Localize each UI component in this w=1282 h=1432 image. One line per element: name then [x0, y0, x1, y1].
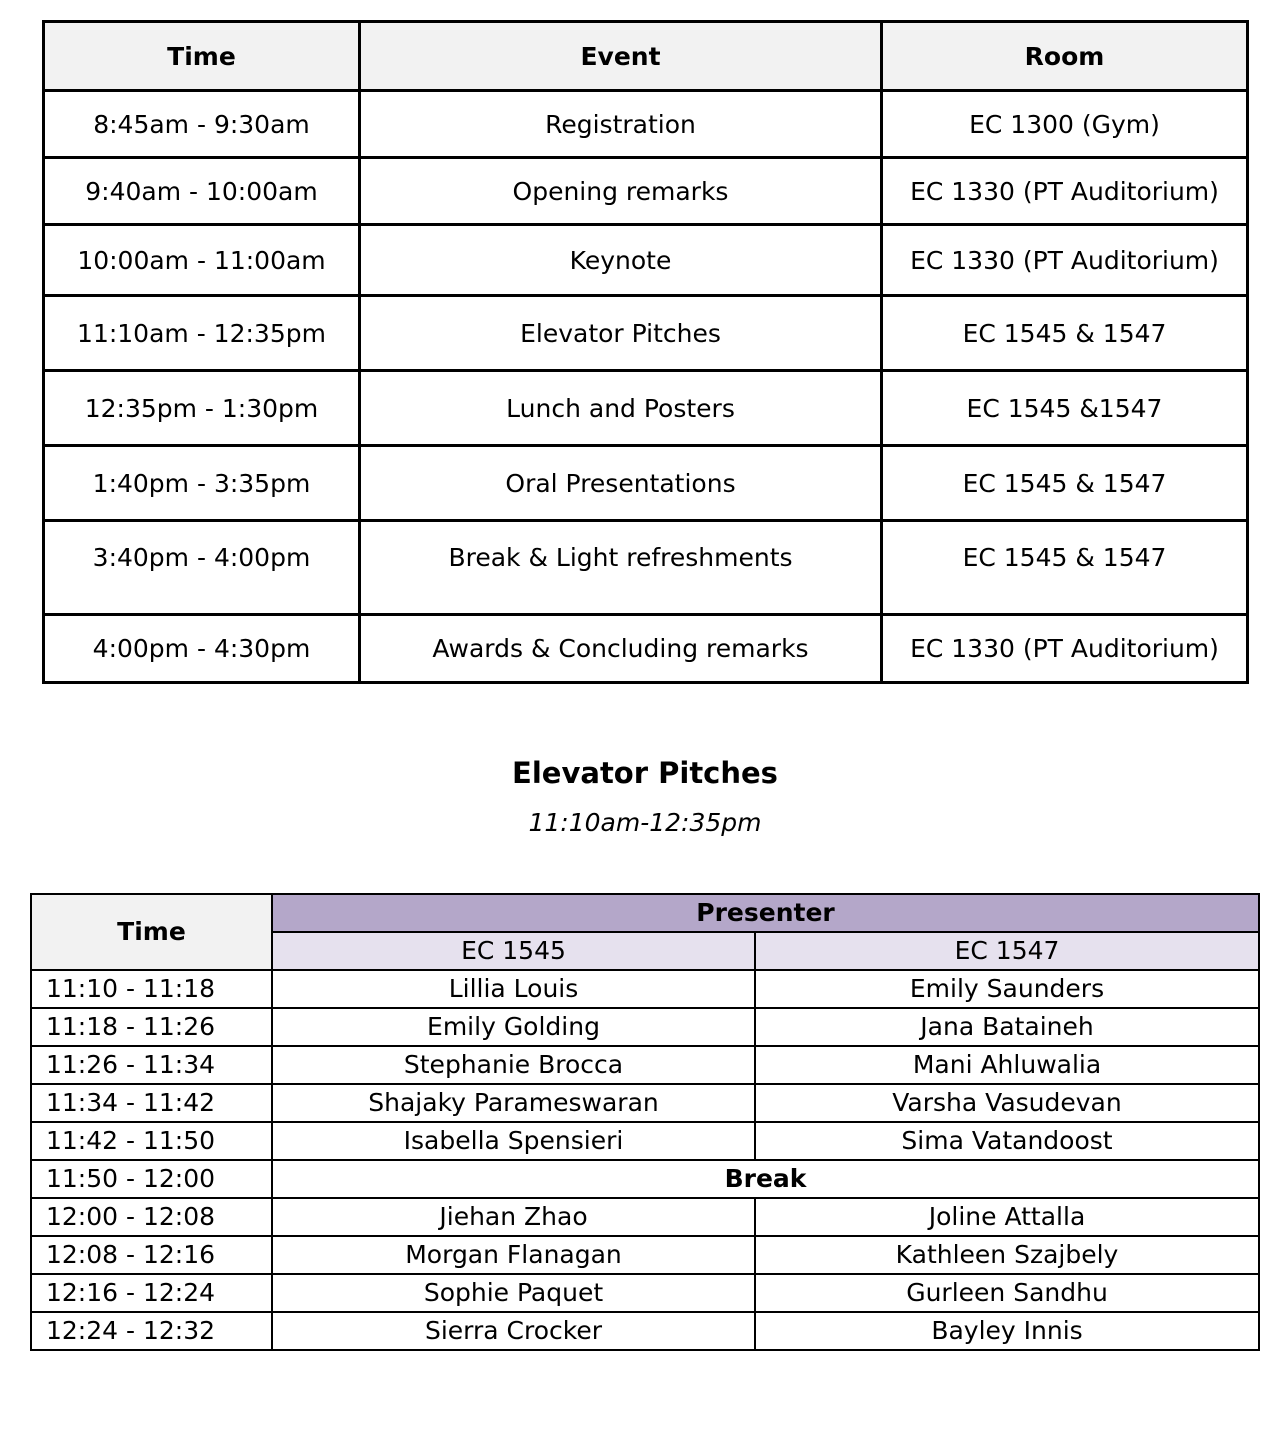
pitch-time-cell: 11:50 - 12:00 [31, 1160, 272, 1198]
pitch-presenter-b: Varsha Vasudevan [755, 1084, 1259, 1122]
schedule-event-cell: Registration [360, 91, 882, 158]
schedule-time-header: Time [44, 22, 360, 91]
pitch-presenter-a: Emily Golding [272, 1008, 755, 1046]
pitch-presenter-b: Gurleen Sandhu [755, 1274, 1259, 1312]
schedule-row [44, 91, 1248, 158]
pitch-presenter-a: Lillia Louis [272, 970, 755, 1008]
schedule-row [44, 296, 1248, 371]
pitch-presenter-b: Jana Bataineh [755, 1008, 1259, 1046]
schedule-time-cell: 8:45am - 9:30am [44, 91, 360, 158]
schedule-time-cell: 1:40pm - 3:35pm [44, 446, 360, 521]
pitch-presenter-a: Isabella Spensieri [272, 1122, 755, 1160]
pitch-break-cell: Break [272, 1160, 1259, 1198]
schedule-event-header: Event [360, 22, 882, 91]
pitch-time-cell: 12:00 - 12:08 [31, 1198, 272, 1236]
pitch-time-cell: 12:16 - 12:24 [31, 1274, 272, 1312]
pitch-presenter-a: Sierra Crocker [272, 1312, 755, 1350]
pitch-row [31, 1046, 1259, 1084]
elevator-pitches-title: Elevator Pitches [512, 756, 778, 790]
schedule-time-cell: 11:10am - 12:35pm [44, 296, 360, 371]
schedule-event-cell: Break & Light refreshments [360, 521, 882, 615]
pitch-row [31, 1122, 1259, 1160]
schedule-room-header: Room [882, 22, 1248, 91]
schedule-row [44, 371, 1248, 446]
schedule-time-cell: 3:40pm - 4:00pm [44, 521, 360, 615]
schedule-time-cell: 12:35pm - 1:30pm [44, 371, 360, 446]
schedule-room-cell: EC 1545 &1547 [882, 371, 1248, 446]
pitch-presenter-b: Sima Vatandoost [755, 1122, 1259, 1160]
pitch-presenter-b: Bayley Innis [755, 1312, 1259, 1350]
schedule-event-cell: Oral Presentations [360, 446, 882, 521]
pitch-row [31, 970, 1259, 1008]
pitch-row [31, 1236, 1259, 1274]
schedule-header-row [44, 22, 1248, 91]
schedule-event-cell: Keynote [360, 225, 882, 296]
schedule-event-cell: Elevator Pitches [360, 296, 882, 371]
pitch-presenter-a: Stephanie Brocca [272, 1046, 755, 1084]
schedule-row [44, 521, 1248, 615]
pitch-presenter-a: Morgan Flanagan [272, 1236, 755, 1274]
schedule-room-cell: EC 1545 & 1547 [882, 521, 1248, 615]
elevator-pitches-time-range: 11:10am-12:35pm [528, 808, 762, 837]
schedule-row [44, 225, 1248, 296]
schedule-room-cell: EC 1330 (PT Auditorium) [882, 225, 1248, 296]
pitches-header-row [31, 894, 1259, 932]
pitch-time-cell: 11:26 - 11:34 [31, 1046, 272, 1084]
pitch-time-cell: 11:34 - 11:42 [31, 1084, 272, 1122]
pitch-presenter-b: Joline Attalla [755, 1198, 1259, 1236]
pitch-row [31, 1008, 1259, 1046]
schedule-room-cell: EC 1545 & 1547 [882, 446, 1248, 521]
pitch-break-row [31, 1160, 1259, 1198]
schedule-event-cell: Lunch and Posters [360, 371, 882, 446]
event-schedule-table [42, 20, 1249, 684]
pitch-row [31, 1084, 1259, 1122]
pitch-presenter-a: Sophie Paquet [272, 1274, 755, 1312]
schedule-room-cell: EC 1330 (PT Auditorium) [882, 158, 1248, 225]
schedule-room-cell: EC 1330 (PT Auditorium) [882, 615, 1248, 683]
pitch-row [31, 1312, 1259, 1350]
schedule-row [44, 615, 1248, 683]
schedule-time-cell: 10:00am - 11:00am [44, 225, 360, 296]
pitch-presenter-b: Emily Saunders [755, 970, 1259, 1008]
schedule-time-cell: 4:00pm - 4:30pm [44, 615, 360, 683]
pitch-row [31, 1198, 1259, 1236]
schedule-row [44, 446, 1248, 521]
pitch-time-cell: 12:08 - 12:16 [31, 1236, 272, 1274]
elevator-pitches-table [30, 893, 1260, 1351]
pitch-presenter-a: Jiehan Zhao [272, 1198, 755, 1236]
pitch-presenter-b: Kathleen Szajbely [755, 1236, 1259, 1274]
pitch-presenter-a: Shajaky Parameswaran [272, 1084, 755, 1122]
pitch-row [31, 1274, 1259, 1312]
pitches-room-a-header: EC 1545 [272, 932, 755, 970]
schedule-room-cell: EC 1300 (Gym) [882, 91, 1248, 158]
pitches-time-header: Time [31, 894, 272, 970]
pitches-presenter-header: Presenter [272, 894, 1259, 932]
pitch-presenter-b: Mani Ahluwalia [755, 1046, 1259, 1084]
pitches-room-b-header: EC 1547 [755, 932, 1259, 970]
schedule-room-cell: EC 1545 & 1547 [882, 296, 1248, 371]
pitch-time-cell: 11:10 - 11:18 [31, 970, 272, 1008]
schedule-time-cell: 9:40am - 10:00am [44, 158, 360, 225]
pitch-time-cell: 11:42 - 11:50 [31, 1122, 272, 1160]
pitch-time-cell: 12:24 - 12:32 [31, 1312, 272, 1350]
schedule-event-cell: Awards & Concluding remarks [360, 615, 882, 683]
schedule-event-cell: Opening remarks [360, 158, 882, 225]
pitch-time-cell: 11:18 - 11:26 [31, 1008, 272, 1046]
schedule-row [44, 158, 1248, 225]
